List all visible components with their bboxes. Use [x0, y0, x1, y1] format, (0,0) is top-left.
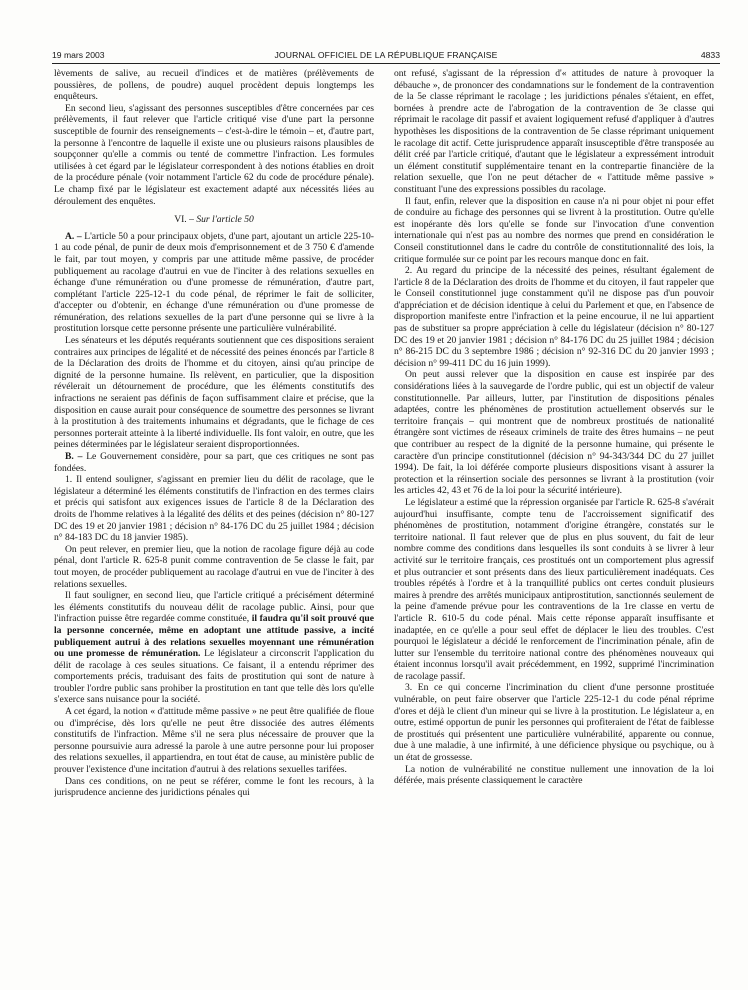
- section-heading: [54, 214, 374, 226]
- left-column: [54, 68, 374, 980]
- paragraph: Il faut, enfin, relever que la disposition en cause n'a ni pour objet ni pour effet de conduire au fichage des personnes qui se livrent à la prostitution. Outre qu'elle est inopérante dès lors qu'elle se fonde sur l'invocation d'une convention internationale qui n'est pas au nombre des normes que prend en considération le Conseil constitutionnel dans le cadre du contrôle de constitutionnalité des lois, la critique formulée sur ce point par les recours manque donc en fait.: [394, 195, 714, 265]
- paragraph-text: Il faut souligner, en second lieu, que l'article critiqué a précisément déterminé les éléments constitutifs du nouveau délit de racolage public. Ainsi, pour que l'infraction puisse être regardée comme constituée,: [54, 590, 374, 625]
- paragraph: 3. En ce qui concerne l'incrimination du client d'une personne prostituée vulnérable, on peut faire observer que l'article 225-12-1 du code pénal réprime d'ores et déjà le client d'un mineur qui se livre à la prostitution. Le législateur a, en outre, estimé opportun de punir les personnes qui profiteraient de l'état de faiblesse de prostitués qui présentent une particulière vulnérabilité, apparente ou connue, due à une maladie, à une infirmité, à une déficience physique ou psychique, ou à un état de grossesse.: [394, 682, 714, 764]
- journal-title: JOURNAL OFFICIEL DE LA RÉPUBLIQUE FRANÇAISE: [274, 50, 498, 60]
- section-title: Sur l'article 50: [196, 214, 254, 226]
- paragraph: ont refusé, s'agissant de la répression d'« attitudes de nature à provoquer la débauche », de prononcer des condamnations sur le fondement de la contravention de la 5e classe réprimant le racolage ; les juridictions pénales s'étaient, en effet, bornées à prendre acte de l'abrogation de la contravention de 3e classe qui réprimait le racolage dit passif et avaient logiquement refusé d'appliquer à d'autres hypothèses les dispositions de la contravention de 5e classe réprimant uniquement le racolage dit actif. Cette jurisprudence apparaît insusceptible d'être transposée au délit créé par l'article critiqué, d'autant que le législateur a expressément introduit un élément constitutif supplémentaire tenant en la contrepartie financière de la relation sexuelle, que l'on ne peut détacher de « l'attitude même passive » constituant l'une des expressions possibles du racolage.: [394, 68, 714, 195]
- paragraph: [54, 231, 374, 335]
- header-rule: [52, 63, 720, 64]
- paragraph: On peut aussi relever que la disposition en cause est inspirée par des considérations liées à la sauvegarde de l'ordre public, qui est un objectif de valeur constitutionnelle. Par ailleurs, lutter, par l'institution de dispositions pénales adaptées, contre les phénomènes de prostitution actuellement observés sur le territoire français – qui montrent que de nombreux prostitués de nationalité étrangère sont victimes de réseaux criminels de traite des êtres humains – ne peut que contribuer au respect de la dignité de la personne humaine, qui présente le caractère d'un principe constitutionnel (décision n° 94-343/344 DC du 27 juillet 1994). De fait, la loi déférée comporte plusieurs dispositions visant à assurer la protection et la réinsertion sociale des personnes se livrant à la prostitution (voir les articles 42, 43 et 76 de la loi pour la sécurité intérieure).: [394, 369, 714, 497]
- paragraph: 1. Il entend souligner, s'agissant en premier lieu du délit de racolage, que le législateur a déterminé les éléments constitutifs de l'infraction en des termes clairs et précis qui satisfont aux exigences issues de l'article 8 de la Déclaration des droits de l'homme relatives à la légalité des délits et des peines (décision n° 80-127 DC des 19 et 20 janvier 1981 ; décision n° 84-176 DC du 25 juillet 1984 ; décision n° 84-183 DC du 18 janvier 1985).: [54, 474, 374, 544]
- paragraph: [54, 451, 374, 474]
- paragraph: On peut relever, en premier lieu, que la notion de racolage figure déjà au code pénal, dont l'article R. 625-8 punit comme contravention de 5e classe le fait, par tout moyen, de procéder publiquement au racolage d'autrui en vue de l'inciter à des relations sexuelles.: [54, 543, 374, 590]
- paragraph-lead: B. –: [65, 451, 83, 462]
- paragraph-text: Le Gouvernement considère, pour sa part, que ces critiques ne sont pas fondées.: [54, 451, 374, 474]
- paragraph: Le législateur a estimé que la répression organisée par l'article R. 625-8 s'avérait aujourd'hui insuffisante, compte tenu de l'accroissement significatif des phénomènes de prostitution, notamment d'origine étrangère, constatés sur le territoire national. Il faut relever que de plus en plus souvent, du fait de leur nombre comme des conditions dans lesquelles ils sont conduits à se livrer à leur activité sur le territoire français, ces prostitués ont un comportement plus agressif et plus outrancier et sont présents dans des lieux particulièrement inadéquats. Ces troubles répétés à l'ordre et à la tranquillité publics ont certes conduit plusieurs maires à prendre des arrêtés municipaux antiprostitution, sanctionnés seulement de la peine d'amende prévue pour les contraventions de la 1re classe en vertu de l'article R. 610-5 du code pénal. Mais cette réponse apparaît insuffisante et inadaptée, en ce qu'elle a pour seul effet de déplacer le lieu des troubles. C'est pourquoi le législateur a décidé le renforcement de l'incrimination pénale, afin de lutter sur l'ensemble du territoire national contre des phénomènes nouveaux qui étaient inconnus lorsqu'il avait précédemment, en 1992, supprimé l'incrimination de racolage passif.: [394, 496, 714, 682]
- paragraph: Dans ces conditions, on ne peut se référer, comme le font les recours, à la jurisprudence ancienne des juridictions pénales qui: [54, 775, 374, 799]
- paragraph-text: L'article 50 a pour principaux objets, d'une part, ajoutant un article 225-10-1 au code pénal, de punir de deux mois d'emprisonnement et de 3 750 € d'amende le fait, par tout moyen, y compris par une attitude même passive, de procéder publiquement au racolage d'autrui en vue de l'inciter à des relations sexuelles en échange d'une rémunération ou d'une promesse de rémunération, d'autre part, complétant l'article 225-12-1 du code pénal, de réprimer le fait de solliciter, d'accepter ou d'obtenir, en échange d'une rémunération ou d'une promesse de rémunération, des relations sexuelles de la part d'une personne qui se livre à la prostitution lorsque cette personne présente une particulière vulnérabilité.: [54, 230, 374, 335]
- page-number: 4833: [700, 50, 720, 60]
- paragraph: 2. Au regard du principe de la nécessité des peines, résultant également de l'article 8 de la Déclaration des droits de l'homme et du citoyen, il faut rappeler que le Conseil constitutionnel juge constamment qu'il ne dispose pas d'un pouvoir d'appréciation et de décision identique à celui du Parlement et que, en l'absence de disproportion manifeste entre l'infraction et la peine encourue, il ne lui appartient pas de substituer sa propre appréciation à celle du législateur (décision n° 80-127 DC des 19 et 20 janvier 1981 ; décision n° 84-176 DC du 25 juillet 1984 ; décision n° 86-215 DC du 3 septembre 1986 ; décision n° 92-316 DC du 20 janvier 1993 ; décision n° 99-411 DC du 16 juin 1999).: [394, 265, 714, 369]
- paragraph-lead: A. –: [65, 230, 82, 242]
- section-number: VI. –: [174, 214, 194, 226]
- bold-passage: il faudra qu'il soit prouvé que la personne concernée, même en adoptant une attitude passive, a incité publiquement autrui à des relations sexuelles moyennant une rémunération ou une promesse de rémunération.: [54, 613, 374, 660]
- right-column: [394, 68, 714, 980]
- page-header: [52, 48, 720, 62]
- paragraph: Les sénateurs et les députés requérants soutiennent que ces dispositions seraient contraires aux principes de légalité et de nécessité des peines énoncés par l'article 8 de la Déclaration des droits de l'homme et du citoyen, ainsi qu'au principe de dignité de la personne humaine. Ils relèvent, en particulier, que la disposition révélerait un détournement de procédure, que les éléments constitutifs des infractions ne seraient pas définis de façon suffisamment claire et précise, que la disposition en cause aurait pour conséquence de soumettre des personnes se livrant à la prostitution à des traitements inhumains et dégradants, que le fichage de ces personnes porterait atteinte à la liberté individuelle. Ils font valoir, en outre, que les peines déterminées par le législateur seraient disproportionnées.: [54, 335, 374, 451]
- paragraph: La notion de vulnérabilité ne constitue nullement une innovation de la loi déférée, mais présente classiquement le caractère: [394, 763, 714, 787]
- header-date: 19 mars 2003: [52, 50, 105, 60]
- paragraph: A cet égard, la notion « d'attitude même passive » ne peut être qualifiée de floue ou d'imprécise, dès lors qu'elle ne peut être dissociée des autres éléments constitutifs de l'infraction. Même s'il ne sera plus nécessaire de prouver que la personne poursuivie aura adressé la parole à une autre personne pour lui proposer des relations sexuelles, il appartiendra, en tout état de cause, au ministère public de prouver l'existence d'une incitation d'autrui à des relations sexuelles tarifées.: [54, 706, 374, 776]
- paragraph-text: Le législateur a circonscrit l'application du délit de racolage à ces seules situations. Ce faisant, il a entendu réprimer des comportements précis, traduisant des faits de prostitution qui sont de nature à troubler l'ordre public sans prohiber la prostitution en tant que telle dès lors qu'elle s'exerce sans nuisance pour la société.: [54, 648, 374, 706]
- paragraph: En second lieu, s'agissant des personnes susceptibles d'être concernées par ces prélèvements, il faut relever que l'article critiqué vise d'une part la personne susceptible de fournir des renseignements – c'est-à-dire le témoin – et, d'autre part, la personne à l'encontre de laquelle il existe une ou plusieurs raisons plausibles de soupçonner qu'elle a commis ou tenté de commettre l'infraction. Les formules utilisées à cet égard par le législateur correspondent à des notions établies en droit de la procédure pénale (voir notamment l'article 62 du code de procédure pénale). Le champ fixé par le législateur est exactement adapté aux nécessités liées au déroulement des enquêtes.: [54, 102, 374, 207]
- paragraph: [54, 590, 374, 706]
- paragraph: lèvements de salive, au recueil d'indices et de matières (prélèvements de poussières, de pollens, de poudre) auquel procèdent depuis longtemps les enquêteurs.: [54, 68, 374, 103]
